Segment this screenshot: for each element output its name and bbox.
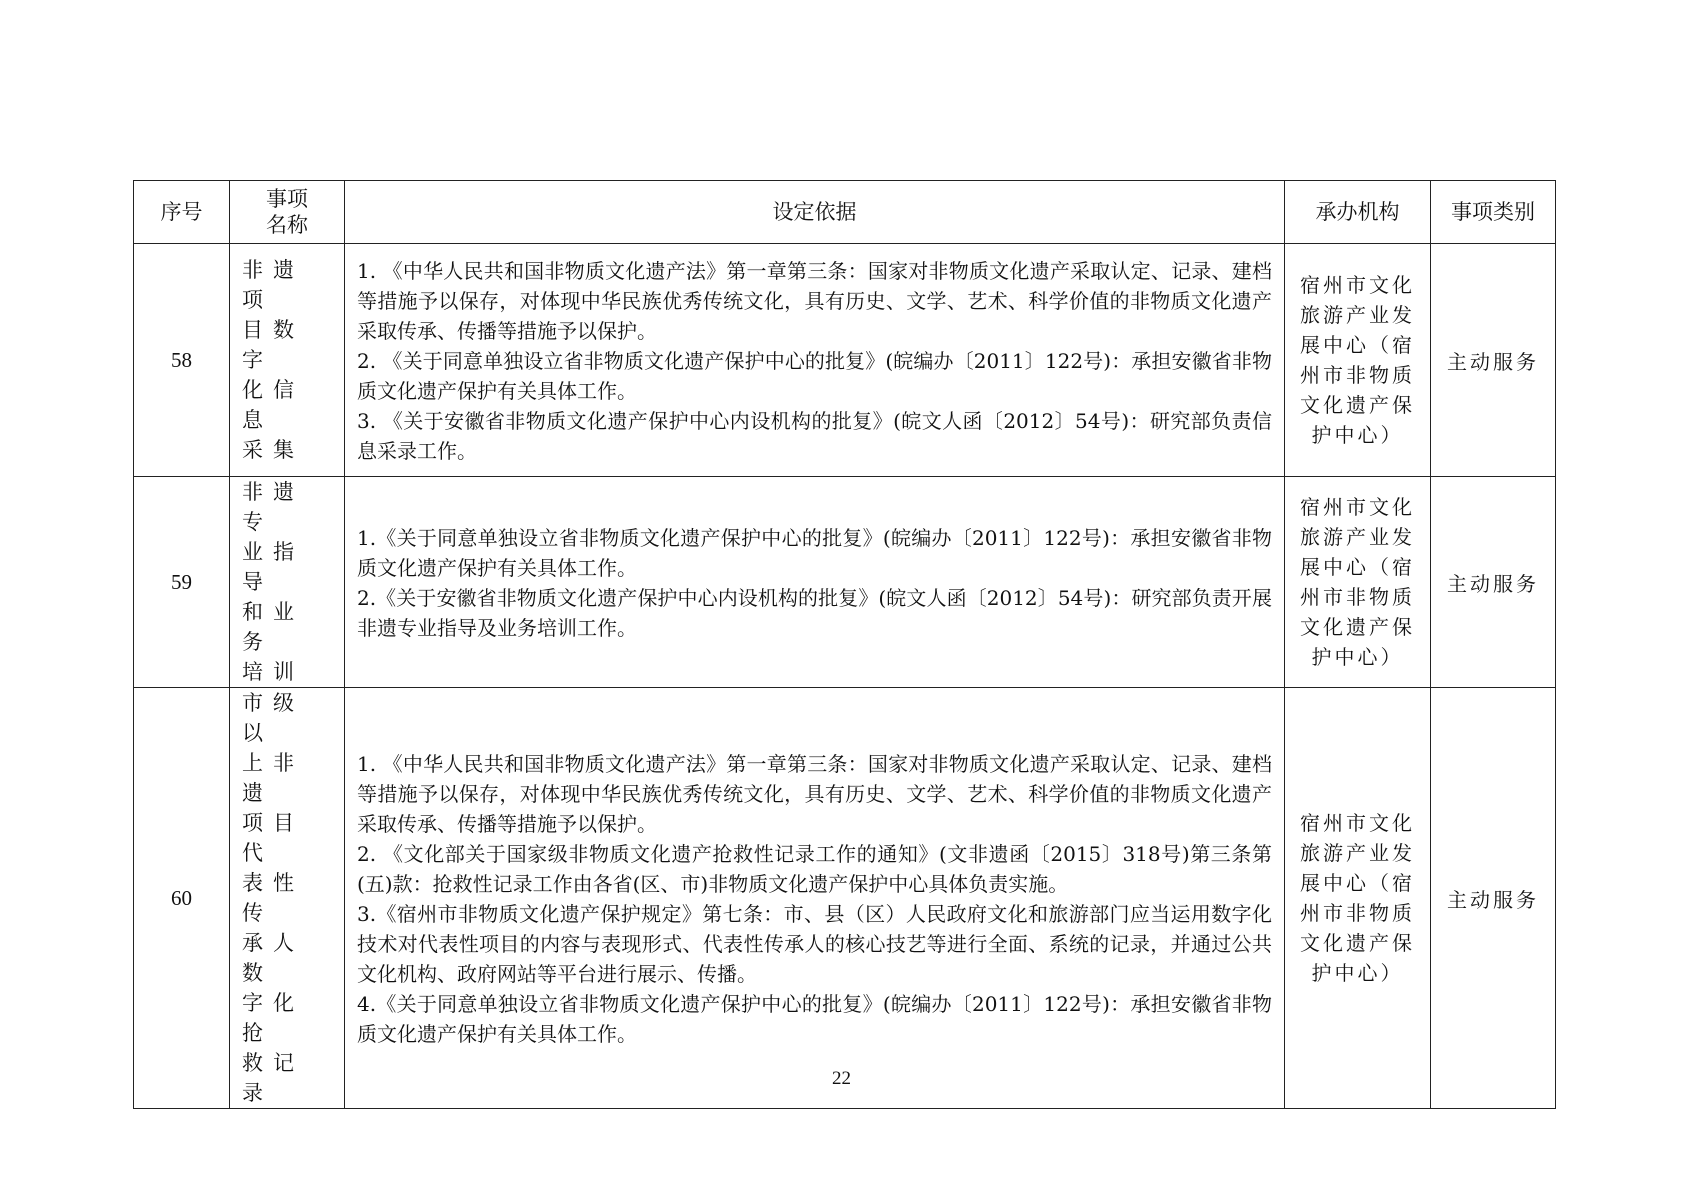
- header-org: 承办机构: [1285, 181, 1431, 244]
- row-basis: [345, 688, 1285, 1109]
- row-name: [230, 688, 345, 1109]
- name-line: 字化抢: [242, 991, 304, 1045]
- basis-item: 2. 《关于同意单独设立省非物质文化遗产保护中心的批复》(皖编办〔2011〕122号)：承担安徽省非物质文化遗产保护有关具体工作。: [357, 349, 1272, 403]
- name-line: 目数字: [242, 318, 304, 372]
- row-org: [1285, 688, 1431, 1109]
- table-row: [134, 244, 1556, 477]
- org-line: 宿州市文化: [1300, 495, 1415, 519]
- row-seq: 58: [134, 244, 230, 477]
- row-category: 主动服务: [1431, 244, 1556, 477]
- row-category: 主动服务: [1431, 688, 1556, 1109]
- name-line: 非遗项: [242, 258, 304, 312]
- name-line: 业指导: [242, 540, 304, 594]
- row-basis: [345, 477, 1285, 688]
- org-line: 展中心（宿: [1300, 871, 1415, 895]
- row-name: [230, 244, 345, 477]
- org-line: 文化遗产保: [1300, 931, 1415, 955]
- name-line: 救记录: [242, 1051, 304, 1105]
- header-row: [134, 181, 1556, 244]
- org-line: 州市非物质: [1300, 585, 1415, 609]
- row-name: [230, 477, 345, 688]
- name-line: 非遗专: [242, 480, 304, 534]
- org-line: 护中心）: [1311, 961, 1404, 985]
- service-items-table: [133, 180, 1556, 1109]
- basis-item: 4.《关于同意单独设立省非物质文化遗产保护中心的批复》(皖编办〔2011〕122号)：承担安徽省非物质文化遗产保护有关具体工作。: [357, 992, 1272, 1046]
- name-line: 和业务: [242, 600, 304, 654]
- org-line: 展中心（宿: [1300, 555, 1415, 579]
- row-category: 主动服务: [1431, 477, 1556, 688]
- row-basis: [345, 244, 1285, 477]
- header-name: [230, 181, 345, 244]
- header-basis: 设定依据: [345, 181, 1285, 244]
- name-line: 化信息: [242, 378, 304, 432]
- header-category: 事项类别: [1431, 181, 1556, 244]
- basis-item: 2.《关于安徽省非物质文化遗产保护中心内设机构的批复》(皖文人函〔2012〕54号)：研究部负责开展非遗专业指导及业务培训工作。: [357, 586, 1272, 640]
- table-row: [134, 688, 1556, 1109]
- name-line: 市级以: [242, 691, 304, 745]
- table-row: [134, 477, 1556, 688]
- org-line: 宿州市文化: [1300, 273, 1415, 297]
- name-line: 上非遗: [242, 751, 304, 805]
- org-line: 旅游产业发: [1300, 303, 1415, 327]
- basis-item: 1.《关于同意单独设立省非物质文化遗产保护中心的批复》(皖编办〔2011〕122号)：承担安徽省非物质文化遗产保护有关具体工作。: [357, 526, 1272, 580]
- header-seq: 序号: [134, 181, 230, 244]
- org-line: 文化遗产保: [1300, 393, 1415, 417]
- basis-item: 3.《宿州市非物质文化遗产保护规定》第七条：市、县（区）人民政府文化和旅游部门应当运用数字化技术对代表性项目的内容与表现形式、代表性传承人的核心技艺等进行全面、系统的记录，并通过公共文化机构、政府网站等平台进行展示、传播。: [357, 902, 1272, 986]
- row-seq: 60: [134, 688, 230, 1109]
- name-line: 承人数: [242, 931, 304, 985]
- basis-item: 1. 《中华人民共和国非物质文化遗产法》第一章第三条：国家对非物质文化遗产采取认定、记录、建档等措施予以保存，对体现中华民族优秀传统文化，具有历史、文学、艺术、科学价值的非物质文化遗产采取传承、传播等措施予以保护。: [357, 752, 1272, 836]
- page-number: 22: [832, 1068, 851, 1089]
- name-line: 培训: [242, 660, 304, 684]
- name-line: 采集: [242, 438, 304, 462]
- org-line: 旅游产业发: [1300, 841, 1415, 865]
- name-line: 表性传: [242, 871, 304, 925]
- org-line: 护中心）: [1311, 423, 1404, 447]
- org-line: 护中心）: [1311, 645, 1404, 669]
- org-line: 宿州市文化: [1300, 811, 1415, 835]
- basis-item: 3. 《关于安徽省非物质文化遗产保护中心内设机构的批复》(皖文人函〔2012〕54号)：研究部负责信息采录工作。: [357, 409, 1272, 463]
- org-line: 州市非物质: [1300, 363, 1415, 387]
- row-org: [1285, 244, 1431, 477]
- basis-item: 1. 《中华人民共和国非物质文化遗产法》第一章第三条：国家对非物质文化遗产采取认定、记录、建档等措施予以保存，对体现中华民族优秀传统文化，具有历史、文学、艺术、科学价值的非物质文化遗产采取传承、传播等措施予以保护。: [357, 259, 1272, 343]
- row-seq: 59: [134, 477, 230, 688]
- header-name-line: 事项: [266, 187, 308, 211]
- row-org: [1285, 477, 1431, 688]
- org-line: 展中心（宿: [1300, 333, 1415, 357]
- name-line: 项目代: [242, 811, 304, 865]
- org-line: 旅游产业发: [1300, 525, 1415, 549]
- org-line: 州市非物质: [1300, 901, 1415, 925]
- org-line: 文化遗产保: [1300, 615, 1415, 639]
- basis-item: 2. 《文化部关于国家级非物质文化遗产抢救性记录工作的通知》(文非遗函〔2015〕318号)第三条第(五)款：抢救性记录工作由各省(区、市)非物质文化遗产保护中心具体负责实施。: [357, 842, 1272, 896]
- header-name-line: 名称: [266, 213, 308, 237]
